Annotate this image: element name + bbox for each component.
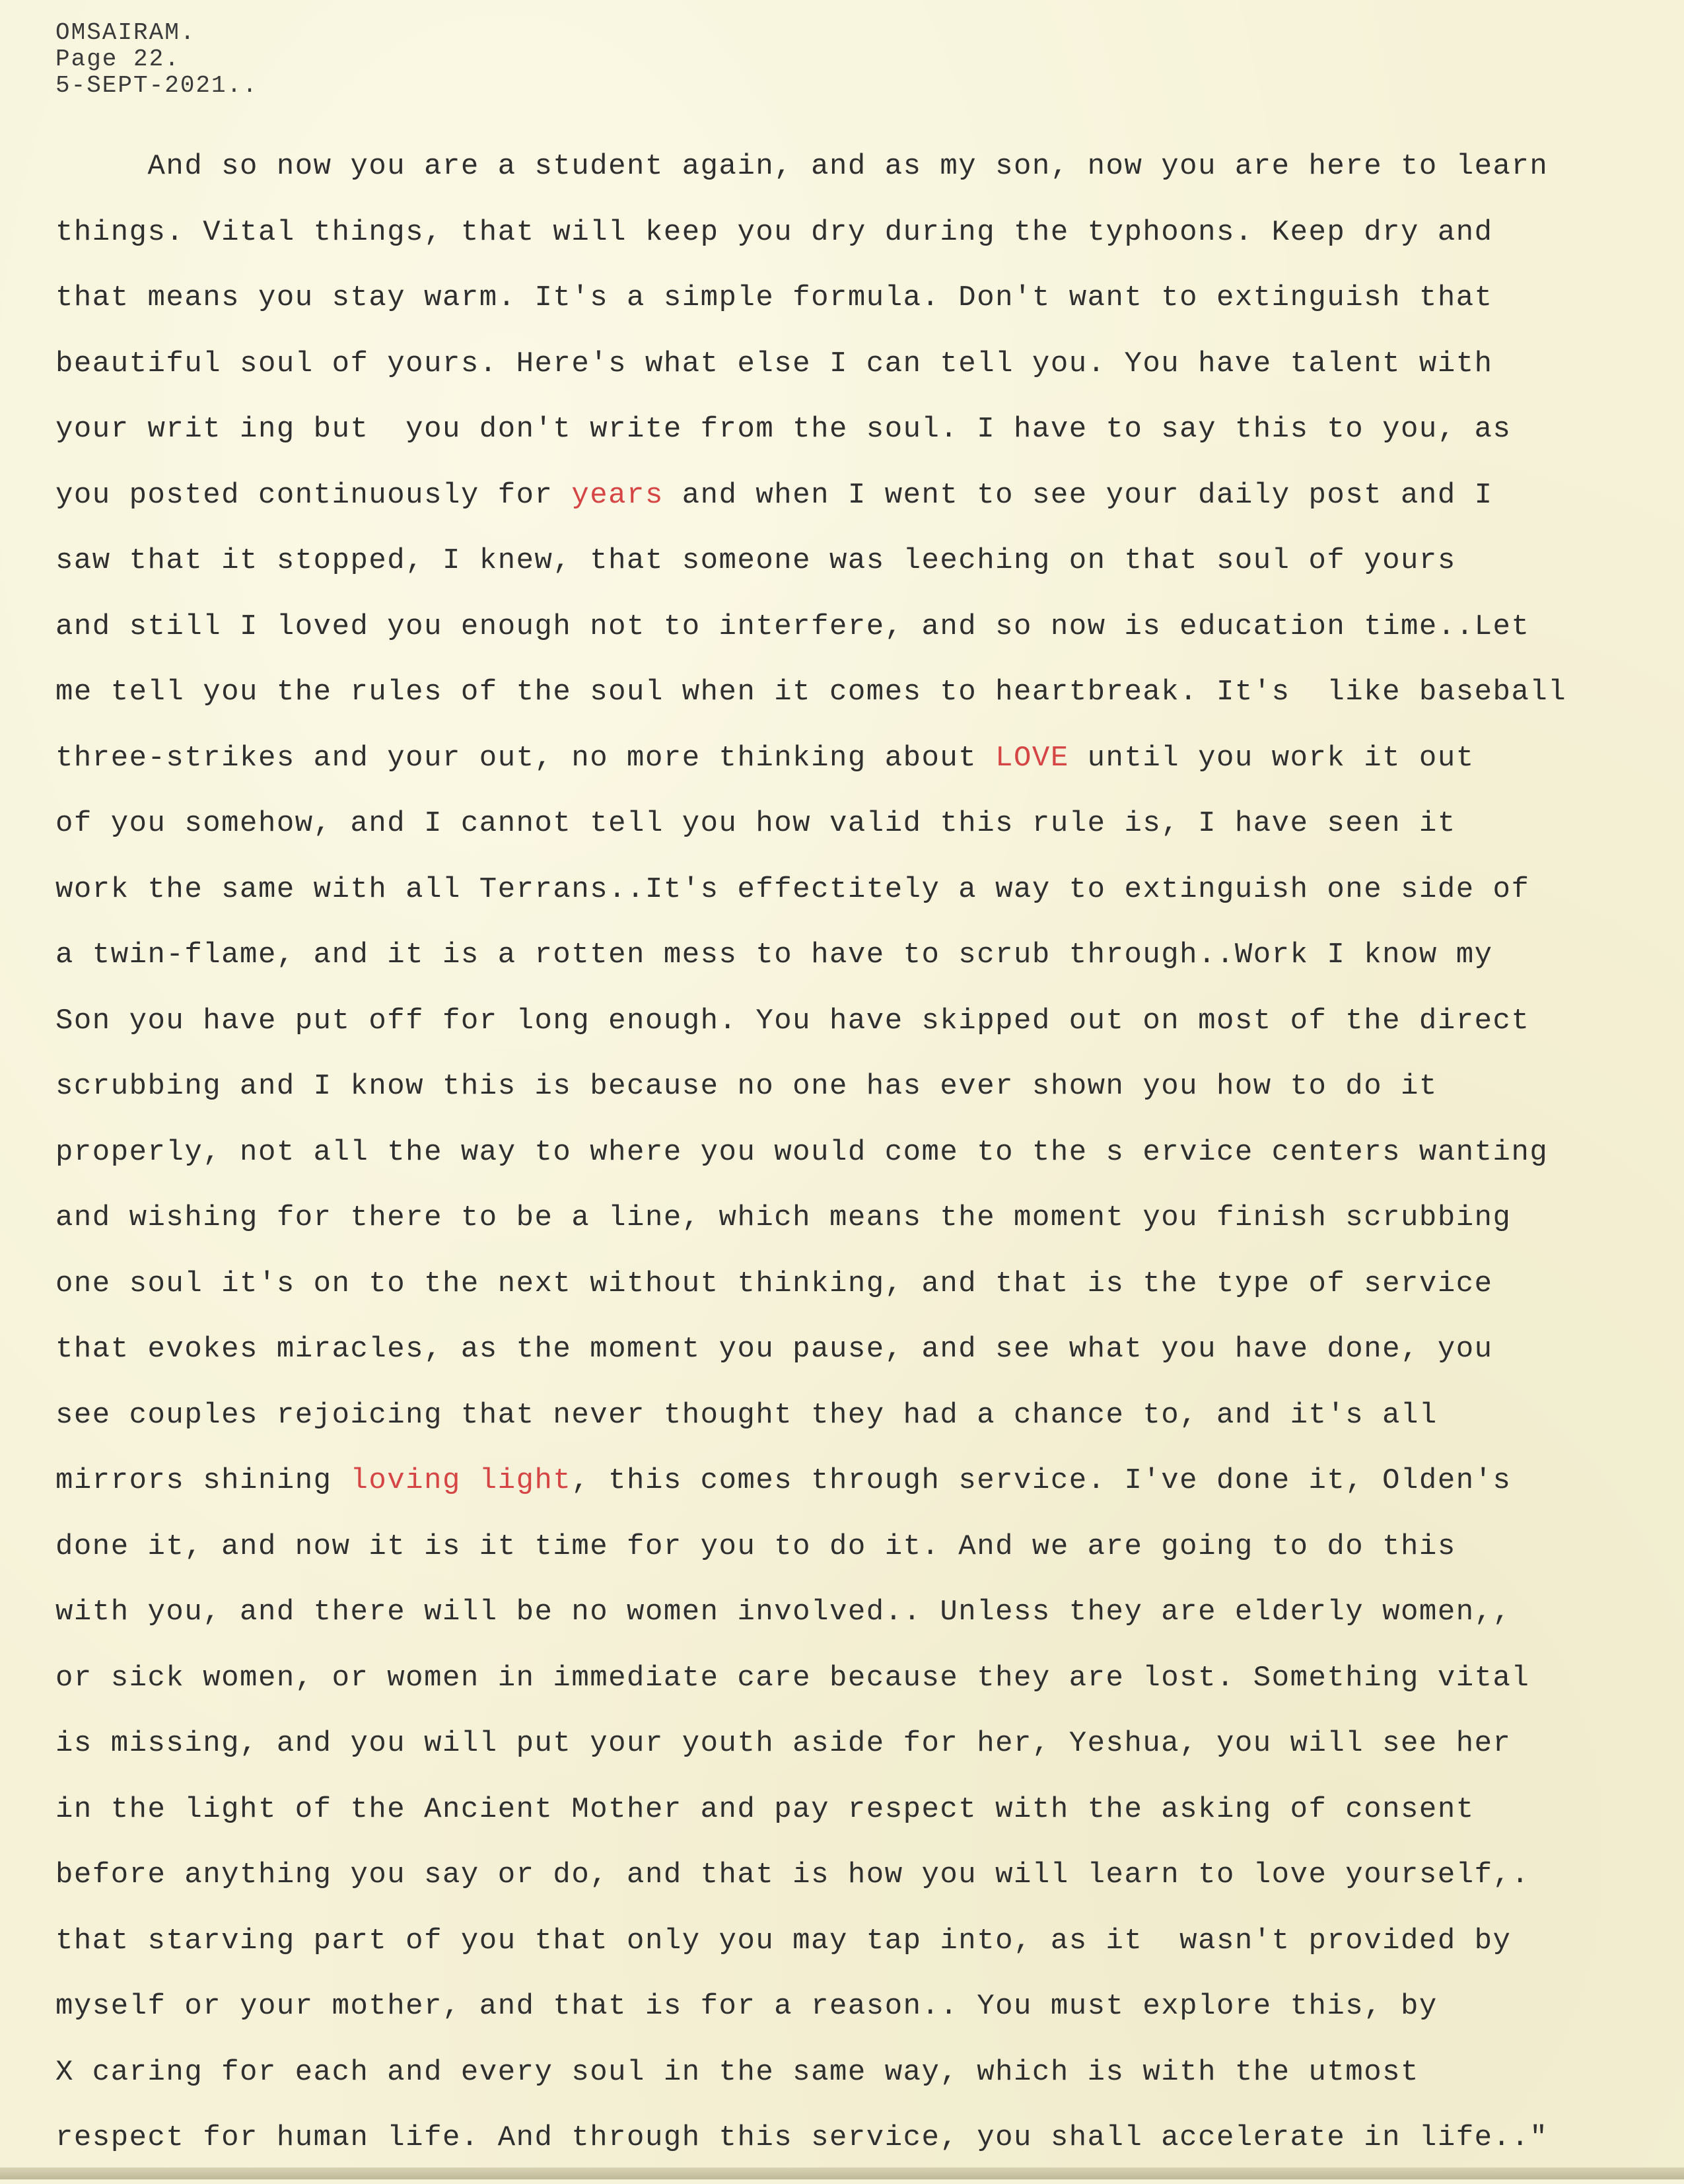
text-line (55, 1987, 1680, 2053)
text-line (55, 476, 1680, 542)
text-segment: until you work it out (1069, 741, 1475, 775)
text-line (55, 147, 1680, 213)
text-segment: that starving part of you that only you may tap into, as it wasn't provided by (55, 1924, 1512, 1957)
text-segment: with you, and there will be no women involved.. Unless they are elderly women,, (55, 1596, 1512, 1629)
text-segment: you posted continuously for (55, 478, 572, 512)
text-line (55, 738, 1680, 804)
text-line (55, 1527, 1680, 1593)
text-line (55, 1724, 1680, 1790)
text-line (55, 1329, 1680, 1395)
text-segment: properly, not all the way to where you would come to the s ervice centers wanting (55, 1135, 1549, 1169)
text-line (55, 1790, 1680, 1856)
text-line (55, 409, 1680, 476)
page-bottom-edge (0, 2167, 1684, 2179)
text-segment: and still I loved you enough not to interfere, and so now is education time..Let (55, 610, 1530, 643)
text-line (55, 278, 1680, 344)
text-segment: myself or your mother, and that is for a reason.. You must explore this, by (55, 1990, 1438, 2023)
text-segment: that means you stay warm. It's a simple formula. Don't want to extinguish that (55, 281, 1493, 314)
text-segment: of you somehow, and I cannot tell you how valid this rule is, I have seen it (55, 807, 1456, 840)
highlighted-word: loving light (350, 1464, 572, 1497)
text-line (55, 672, 1680, 738)
text-segment: one soul it's on to the next without thinking, and that is the type of service (55, 1267, 1493, 1300)
text-segment: me tell you the rules of the soul when it comes to heartbreak. It's like baseball (55, 676, 1567, 709)
highlighted-word: LOVE (995, 741, 1069, 775)
text-segment: X caring for each and every soul in the same way, which is with the utmost (55, 2055, 1419, 2089)
header-title: OMSAIRAM. (55, 19, 196, 46)
text-segment: beautiful soul of yours. Here's what else I can tell you. You have talent with (55, 347, 1493, 380)
text-segment: that evokes miracles, as the moment you pause, and see what you have done, you (55, 1333, 1493, 1366)
text-segment: in the light of the Ancient Mother and pay respect with the asking of consent (55, 1792, 1475, 1826)
text-segment: scrubbing and I know this is because no one has ever shown you how to do it (55, 1070, 1438, 1103)
highlighted-word: years (571, 478, 664, 512)
text-segment: work the same with all Terrans..It's effectitely a way to extinguish one side of (55, 872, 1530, 906)
text-line (55, 1921, 1680, 1987)
page-header (55, 20, 258, 99)
text-segment: mirrors shining (55, 1464, 351, 1497)
text-segment: done it, and now it is it time for you to do it. And we are going to do this (55, 1530, 1456, 1563)
text-line (55, 1198, 1680, 1264)
text-segment: And so now you are a student again, and as my son, now you are here to learn (55, 150, 1549, 183)
text-segment: and when I went to see your daily post and I (663, 478, 1493, 512)
text-line (55, 935, 1680, 1001)
text-segment: your writ ing but you don't write from the soul. I have to say this to you, as (55, 413, 1512, 446)
text-segment: three-strikes and your out, no more thinking about (55, 741, 996, 775)
text-line (55, 1067, 1680, 1133)
text-segment: respect for human life. And through this service, you shall accelerate in life.." (55, 2121, 1549, 2154)
text-line (55, 541, 1680, 607)
text-line (55, 2053, 1680, 2119)
text-line (55, 1264, 1680, 1330)
text-segment: is missing, and you will put your youth aside for her, Yeshua, you will see her (55, 1727, 1512, 1760)
text-line (55, 1133, 1680, 1199)
text-segment: see couples rejoicing that never thought they had a chance to, and it's all (55, 1398, 1438, 1432)
header-date: 5-SEPT-2021.. (55, 72, 258, 99)
text-segment: before anything you say or do, and that is how you will learn to love yourself,. (55, 1858, 1530, 1891)
text-line (55, 1592, 1680, 1658)
text-segment: or sick women, or women in immediate care because they are lost. Something vital (55, 1661, 1530, 1695)
letter-body (55, 147, 1680, 2184)
text-line (55, 1395, 1680, 1462)
text-line (55, 804, 1680, 870)
text-line (55, 1658, 1680, 1724)
text-line (55, 607, 1680, 673)
text-line (55, 1001, 1680, 1067)
header-page-number: Page 22. (55, 46, 180, 73)
text-line (55, 344, 1680, 410)
text-segment: a twin-flame, and it is a rotten mess to have to scrub through..Work I know my (55, 938, 1493, 971)
text-segment: saw that it stopped, I knew, that someone was leeching on that soul of yours (55, 544, 1456, 577)
text-line (55, 870, 1680, 936)
text-line (55, 1855, 1680, 1921)
text-segment: and wishing for there to be a line, which means the moment you finish scrubbing (55, 1201, 1512, 1234)
text-line (55, 1461, 1680, 1527)
text-segment: , this comes through service. I've done it, Olden's (571, 1464, 1512, 1497)
text-segment: Son you have put off for long enough. You have skipped out on most of the direct (55, 1004, 1530, 1038)
text-line (55, 213, 1680, 279)
text-segment: things. Vital things, that will keep you dry during the typhoons. Keep dry and (55, 215, 1493, 249)
